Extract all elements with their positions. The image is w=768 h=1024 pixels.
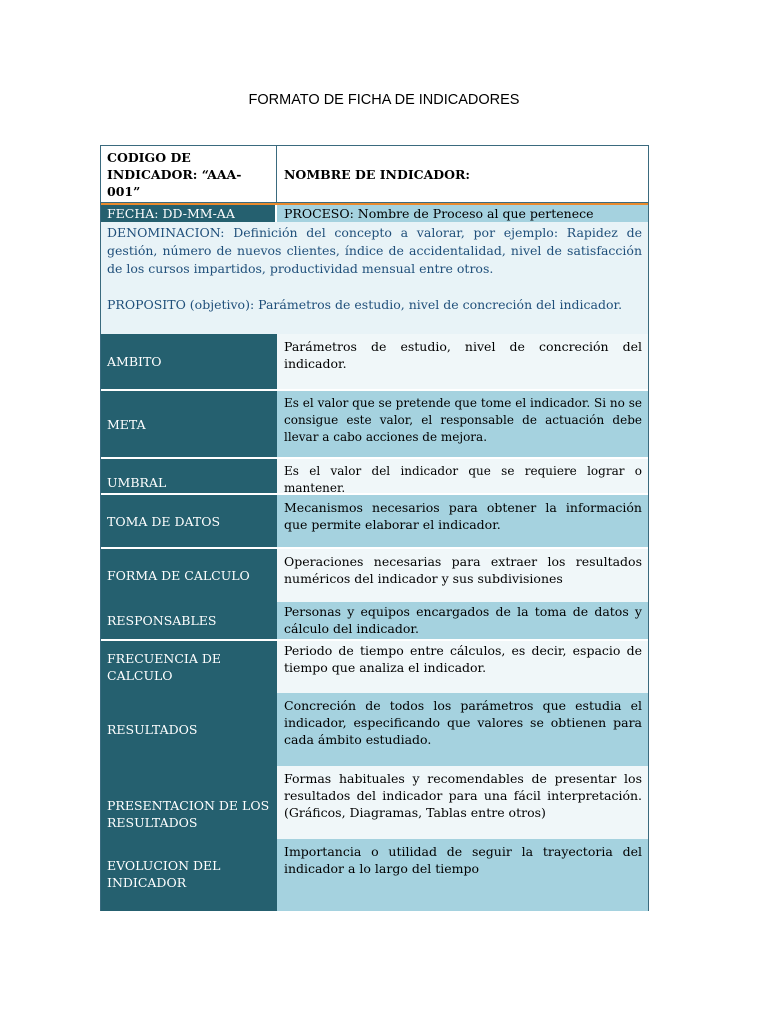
row-text: Personas y equipos encargados de la toma de datos y cálculo del indicador. (277, 602, 648, 639)
row-label: PRESENTACION DE LOS RESULTADOS (101, 766, 277, 839)
row-toma-datos (101, 493, 648, 547)
row-label: FORMA DE CALCULO (101, 549, 277, 602)
row-presentacion (101, 766, 648, 839)
row-label: UMBRAL (101, 459, 277, 493)
header-row (101, 146, 648, 203)
codigo-cell: CODIGO DE INDICADOR: “AAA-001” (101, 146, 277, 202)
denominacion-block (101, 222, 648, 334)
row-label: RESPONSABLES (101, 602, 277, 639)
row-forma-calculo (101, 547, 648, 602)
row-umbral (101, 457, 648, 493)
nombre-cell: NOMBRE DE INDICADOR: (284, 166, 471, 182)
row-label: TOMA DE DATOS (101, 495, 277, 547)
row-text: Importancia o utilidad de seguir la trayectoria del indicador a lo largo del tiempo (277, 839, 648, 911)
denominacion-text: DENOMINACION: Definición del concepto a valorar, por ejemplo: Rapidez de gestión, número de nuevos clientes, índice de accidentalidad, nivel de satisfacción de los cursos impartidos, productividad mensual entre otros. (107, 225, 642, 276)
fecha-cell: FECHA: DD-MM-AA (101, 205, 277, 222)
row-ambito (101, 334, 648, 389)
row-meta (101, 389, 648, 457)
row-text: Concreción de todos los parámetros que estudia el indicador, especificando que valores se obtienen para cada ámbito estudiado. (277, 693, 648, 766)
row-label: FRECUENCIA DE CALCULO (101, 641, 277, 693)
row-text: Es el valor que se pretende que tome el indicador. Si no se consigue este valor, el responsable de actuación debe llevar a cabo acciones de mejora. (277, 391, 648, 457)
row-resultados (101, 693, 648, 766)
row-label: AMBITO (101, 334, 277, 389)
row-label: RESULTADOS (101, 693, 277, 766)
row-label: META (101, 391, 277, 457)
row-text: Es el valor del indicador que se requiere lograr o mantener. (277, 459, 648, 493)
indicator-sheet-table (100, 145, 649, 911)
document-title: FORMATO DE FICHA DE INDICADORES (248, 92, 520, 108)
row-evolucion (101, 839, 648, 911)
row-text: Mecanismos necesarios para obtener la información que permite elaborar el indicador. (277, 495, 648, 547)
row-frecuencia (101, 639, 648, 693)
proposito-text: PROPOSITO (objetivo): Parámetros de estudio, nivel de concreción del indicador. (107, 297, 623, 312)
row-text: Parámetros de estudio, nivel de concreción del indicador. (277, 334, 648, 389)
meta-row (101, 205, 648, 222)
row-text: Periodo de tiempo entre cálculos, es decir, espacio de tiempo que analiza el indicador. (277, 641, 648, 693)
row-text: Operaciones necesarias para extraer los resultados numéricos del indicador y sus subdivisiones (277, 549, 648, 602)
proceso-cell: PROCESO: Nombre de Proceso al que pertenece (277, 205, 648, 222)
row-label: EVOLUCION DEL INDICADOR (101, 839, 277, 911)
row-responsables (101, 602, 648, 639)
row-text: Formas habituales y recomendables de presentar los resultados del indicador para una fácil interpretación. (Gráficos, Diagramas, Tablas entre otros) (277, 766, 648, 839)
